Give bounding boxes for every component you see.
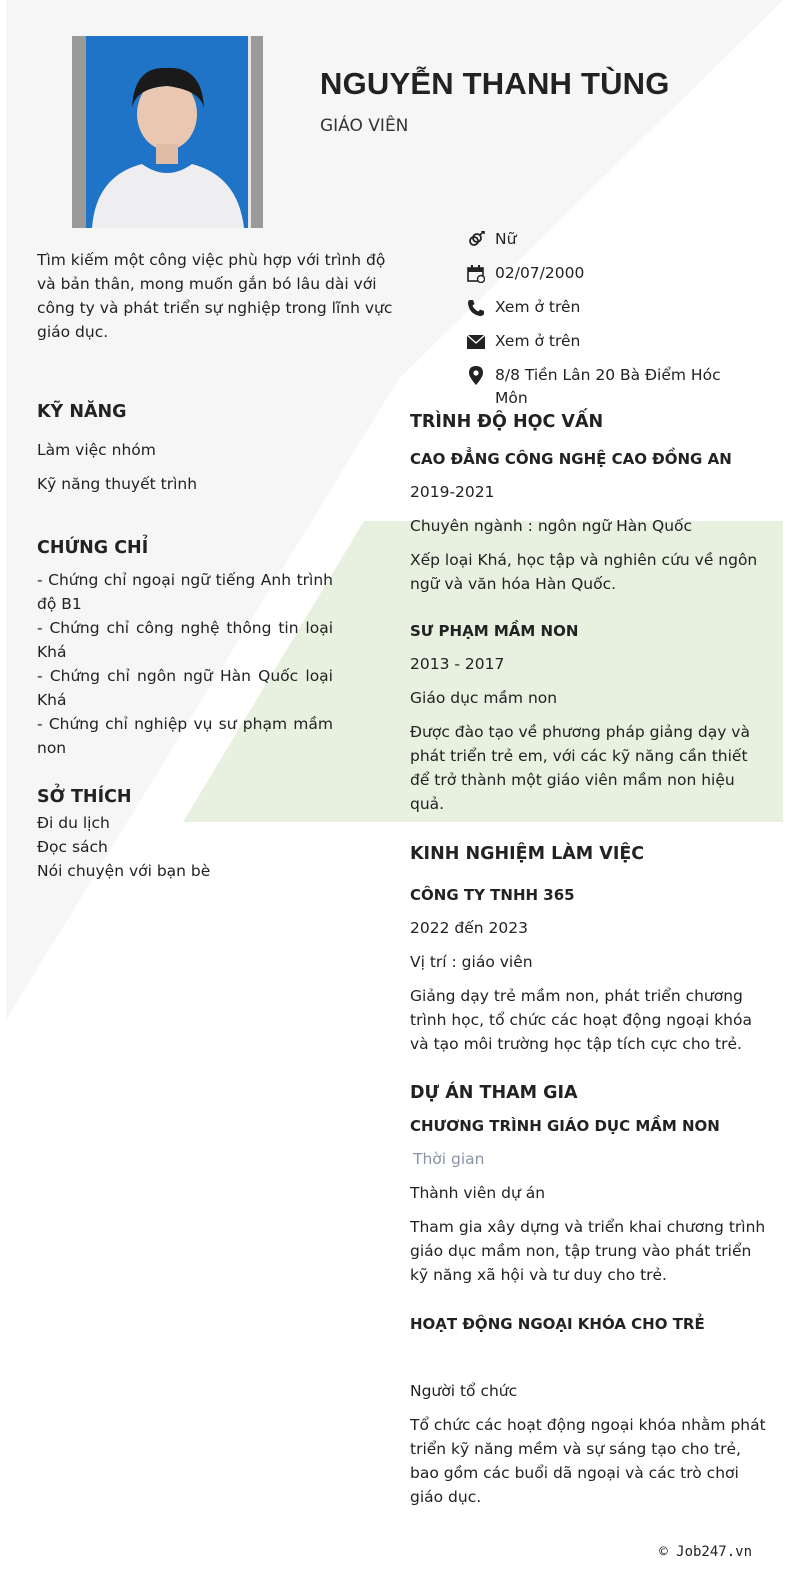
left-column <box>37 402 333 496</box>
experience-entry <box>410 886 770 1056</box>
project-time <box>410 1345 770 1369</box>
contact-info <box>466 228 766 421</box>
certificates-section <box>37 538 333 760</box>
project-description: Tổ chức các hoạt động ngoại khóa nhằm phát triển kỹ năng mềm và sự sáng tạo cho trẻ, bao gồm các buổi dã ngoại và các trò chơi giáo dục. <box>410 1416 766 1506</box>
hobby-item: Nói chuyện với bạn bè <box>37 862 211 880</box>
projects-title: DỰ ÁN THAM GIA <box>410 1083 578 1103</box>
experience-company: CÔNG TY TNHH 365 <box>410 886 575 904</box>
job-title: GIÁO VIÊN <box>320 116 409 136</box>
education-period: 2013 - 2017 <box>410 655 505 673</box>
education-major: Chuyên ngành : ngôn ngữ Hàn Quốc <box>410 517 693 535</box>
profile-photo <box>72 36 263 228</box>
contact-address-value: 8/8 Tiền Lân 20 Bà Điểm Hóc Môn <box>495 366 721 407</box>
projects-section <box>410 1083 770 1509</box>
contact-birthdate <box>466 262 766 285</box>
education-school: SƯ PHẠM MẦM NON <box>410 622 579 640</box>
email-icon <box>466 330 486 353</box>
calendar-icon <box>466 262 486 285</box>
contact-email-value: Xem ở trên <box>495 332 581 350</box>
education-section <box>410 412 770 816</box>
skill-item: Làm việc nhóm <box>37 441 156 459</box>
experience-description: Giảng dạy trẻ mầm non, phát triển chương trình học, tổ chức các hoạt động ngoại khóa và tạo môi trường học tập tích cực cho trẻ. <box>410 987 752 1053</box>
contact-email <box>466 330 766 353</box>
phone-icon <box>466 296 486 319</box>
education-school: CAO ĐẲNG CÔNG NGHỆ CAO ĐỒNG AN <box>410 450 732 468</box>
certificate-item: - Chứng chỉ ngôn ngữ Hàn Quốc loại Khá <box>37 667 333 709</box>
experience-title: KINH NGHIỆM LÀM VIỆC <box>410 844 645 864</box>
education-entry <box>410 622 770 816</box>
project-name: CHƯƠNG TRÌNH GIÁO DỤC MẦM NON <box>410 1117 720 1135</box>
project-entry <box>410 1117 770 1287</box>
contact-phone <box>466 296 766 319</box>
project-description: Tham gia xây dựng và triển khai chương trình giáo dục mầm non, tập trung vào phát triển kỹ năng xã hội và tư duy cho trẻ. <box>410 1218 766 1284</box>
education-description: Xếp loại Khá, học tập và nghiên cứu về ngôn ngữ và văn hóa Hàn Quốc. <box>410 551 758 593</box>
education-description: Được đào tạo về phương pháp giảng dạy và phát triển trẻ em, với các kỹ năng cần thiết để trở thành một giáo viên mầm non hiệu quả. <box>410 723 750 813</box>
hobby-item: Đọc sách <box>37 838 108 856</box>
project-role: Người tổ chức <box>410 1382 518 1400</box>
project-role: Thành viên dự án <box>410 1184 546 1202</box>
contact-address <box>466 364 766 410</box>
certificate-item: - Chứng chỉ ngoại ngữ tiếng Anh trình độ B1 <box>37 571 333 613</box>
contact-gender <box>466 228 766 251</box>
contact-phone-value: Xem ở trên <box>495 298 581 316</box>
footer-brand: © Job247.vn <box>659 1544 752 1560</box>
contact-birthdate-value: 02/07/2000 <box>495 264 585 282</box>
education-major: Giáo dục mầm non <box>410 689 558 707</box>
contact-gender-value: Nữ <box>495 230 517 248</box>
gender-icon <box>466 228 486 251</box>
certificate-item: - Chứng chỉ công nghệ thông tin loại Khá <box>37 619 333 661</box>
education-title: TRÌNH ĐỘ HỌC VẤN <box>410 412 604 432</box>
hobbies-title: SỞ THÍCH <box>37 787 132 807</box>
experience-section <box>410 844 770 1056</box>
location-pin-icon <box>466 364 486 387</box>
certificates-title: CHỨNG CHỈ <box>37 538 149 558</box>
education-period: 2019-2021 <box>410 483 495 501</box>
hobbies-section <box>37 787 333 883</box>
skill-item: Kỹ năng thuyết trình <box>37 475 198 493</box>
career-objective: Tìm kiếm một công việc phù hợp với trình độ và bản thân, mong muốn gắn bó lâu dài với công ty và phát triển sự nghiệp trong lĩnh vực giáo dục. <box>37 251 393 341</box>
experience-period: 2022 đến 2023 <box>410 919 528 937</box>
candidate-name: NGUYỄN THANH TÙNG <box>320 66 670 101</box>
education-entry <box>410 450 770 596</box>
experience-position: Vị trí : giáo viên <box>410 953 533 971</box>
project-entry <box>410 1315 770 1509</box>
certificate-item: - Chứng chỉ nghiệp vụ sư phạm mầm non <box>37 715 333 757</box>
skills-title: KỸ NĂNG <box>37 402 127 422</box>
project-time: Thời gian <box>413 1150 485 1168</box>
hobby-item: Đi du lịch <box>37 814 110 832</box>
project-name: HOẠT ĐỘNG NGOẠI KHÓA CHO TRẺ <box>410 1315 705 1333</box>
